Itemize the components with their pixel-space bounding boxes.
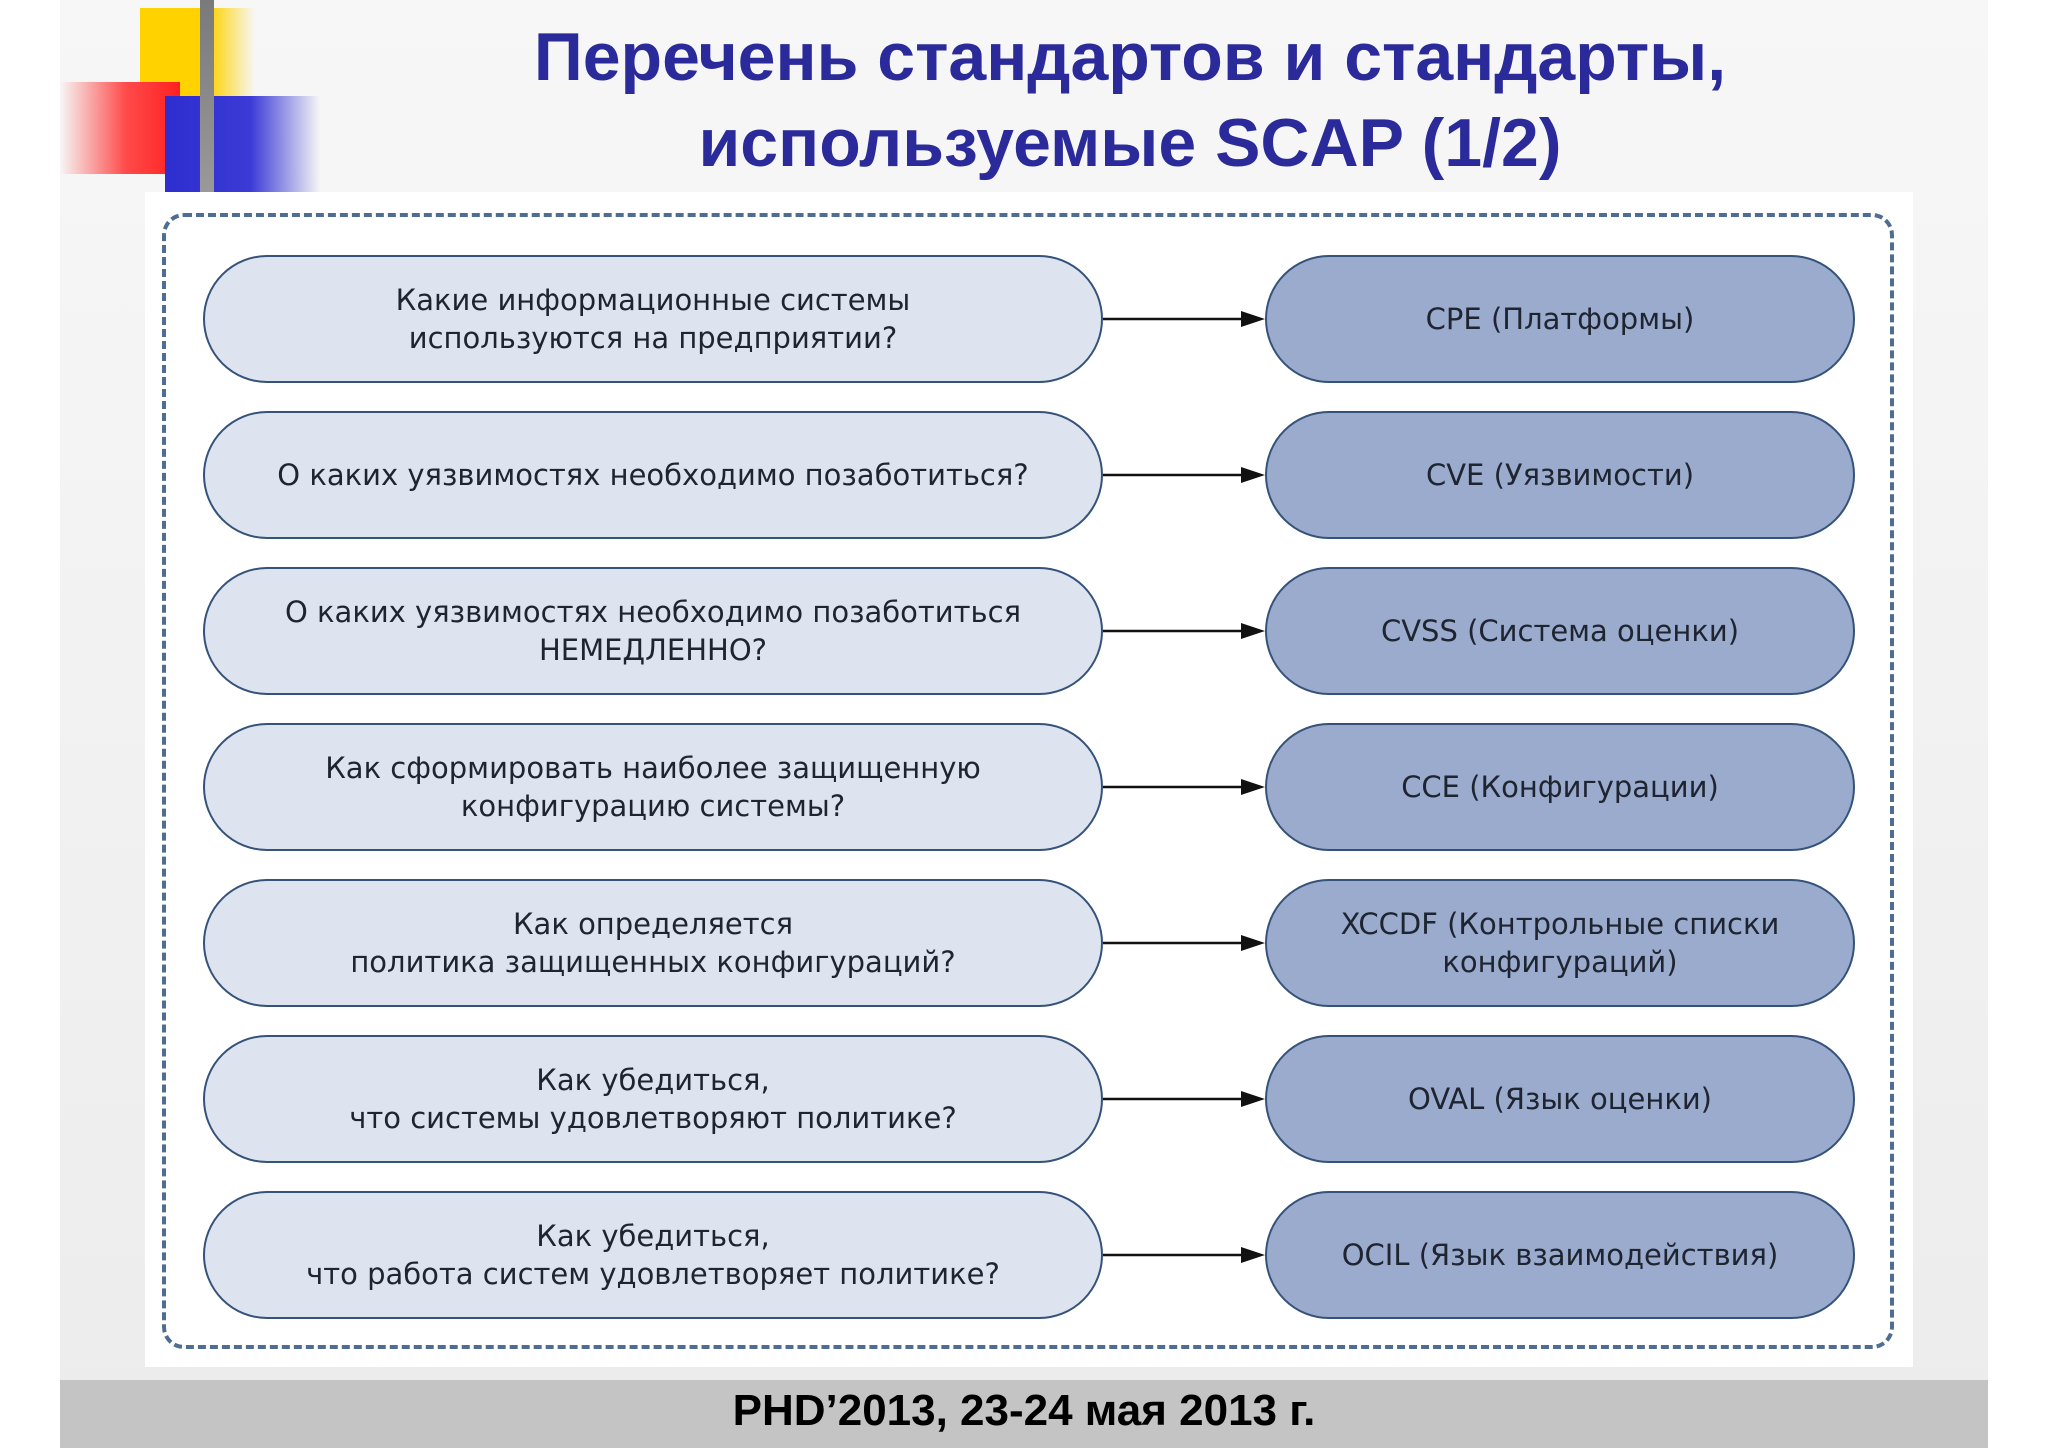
standard-pill-cpe: CPE (Платформы) <box>1265 255 1855 383</box>
question-pill-5: Как определяется политика защищенных конфигураций? <box>203 879 1103 1007</box>
arrow-7 <box>1103 1245 1265 1265</box>
standard-pill-cce: CCE (Конфигурации) <box>1265 723 1855 851</box>
question-pill-3: О каких уязвимостях необходимо позаботиться НЕМЕДЛЕННО? <box>203 567 1103 695</box>
arrow-5 <box>1103 933 1265 953</box>
logo-blue-block <box>165 96 320 196</box>
logo-red-block <box>60 82 180 174</box>
question-pill-7: Как убедиться, что работа систем удовлетворяет политике? <box>203 1191 1103 1319</box>
question-pill-2: О каких уязвимостях необходимо позаботиться? <box>203 411 1103 539</box>
standard-pill-cvss: CVSS (Система оценки) <box>1265 567 1855 695</box>
standard-pill-ocil: OCIL (Язык взаимодействия) <box>1265 1191 1855 1319</box>
question-pill-4: Как сформировать наиболее защищенную конфигурацию системы? <box>203 723 1103 851</box>
slide-title-line1: Перечень стандартов и стандарты, <box>533 19 1727 95</box>
question-pill-6: Как убедиться, что системы удовлетворяют политике? <box>203 1035 1103 1163</box>
slide-title <box>380 14 1880 186</box>
question-pill-1: Какие информационные системы используются на предприятии? <box>203 255 1103 383</box>
standard-pill-xccdf: XCCDF (Контрольные списки конфигураций) <box>1265 879 1855 1007</box>
footer-bar <box>60 1380 1988 1448</box>
arrow-1 <box>1103 309 1265 329</box>
footer-text: PHD’2013, 23-24 мая 2013 г. <box>732 1386 1316 1435</box>
arrow-6 <box>1103 1089 1265 1109</box>
arrow-2 <box>1103 465 1265 485</box>
slide-title-line2: используемые SCAP (1/2) <box>698 105 1562 181</box>
arrow-3 <box>1103 621 1265 641</box>
standard-pill-cve: CVE (Уязвимости) <box>1265 411 1855 539</box>
logo-vertical-bar <box>200 0 214 196</box>
arrow-4 <box>1103 777 1265 797</box>
standard-pill-oval: OVAL (Язык оценки) <box>1265 1035 1855 1163</box>
